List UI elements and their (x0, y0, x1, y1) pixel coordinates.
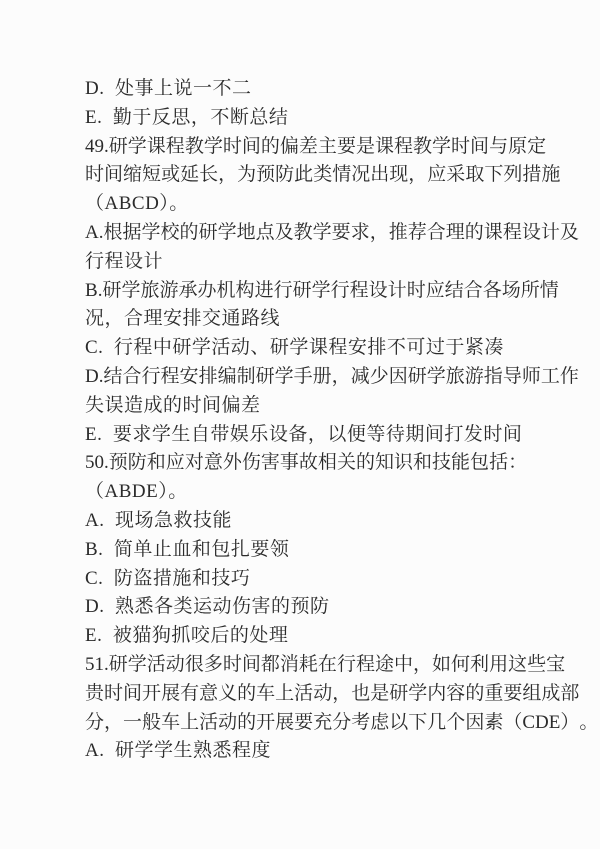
question-51-stem-line-1: 5 1 . 研 学 活 动 很 多 时 间 都 消 耗 在 行 程 途 中 ， 如 何 利 用 这 些 宝 (85, 653, 566, 675)
prev-question-option-e: E. 勤于反思，不断总结 (85, 106, 289, 128)
question-49-answer: （ABCD）。 (85, 193, 189, 215)
question-50-stem: 5 0 . 预 防 和 应 对 意 外 伤 害 事 故 相 关 的 知 识 和 技 能 包 括 ： (85, 452, 528, 474)
question-49-option-b-line-1: B . 研 学 旅 游 承 办 机 构 进 行 研 学 行 程 设 计 时 应 结 合 各 场 所 情 (85, 279, 559, 301)
question-49-option-a-line-2: 行程设计 (85, 250, 164, 272)
question-49-option-e: E. 要求学生自带娱乐设备，以便等待期间打发时间 (85, 423, 523, 445)
question-50-option-a: A. 现场急救技能 (85, 509, 232, 531)
question-51-stem-line-2: 贵 时 间 开 展 有 意 义 的 车 上 活 动 ， 也 是 研 学 内 容 的 重 要 组 成 部 (85, 682, 580, 704)
prev-question-option-d: D. 处事上说一不二 (85, 78, 252, 99)
question-49-option-d-line-1: D . 结 合 行 程 安 排 编 制 研 学 手 册 ， 减 少 因 研 学 旅 游 指 导 师 工 作 (85, 365, 579, 387)
question-49-option-d-line-2: 失误造成的时间偏差 (85, 394, 261, 416)
question-51-stem-line-3: 分 ， 一 般 车 上 活 动 的 开 展 要 充 分 考 虑 以 下 几 个 因 素 （ C D E ） 。 (85, 711, 599, 733)
question-51-option-a: A. 研学学生熟悉程度 (85, 740, 271, 762)
question-50-option-b: B. 简单止血和包扎要领 (85, 538, 290, 560)
question-49-option-b-line-2: 况，合理安排交通路线 (85, 308, 281, 330)
question-49-stem-line-2: 时 间 缩 短 或 延 长 ， 为 预 防 此 类 情 况 出 现 ， 应 采 取 下 列 措 施 (85, 164, 561, 186)
question-49-option-a-line-1: A . 根 据 学 校 的 研 学 地 点 及 教 学 要 求 ， 推 荐 合 理 的 课 程 设 计 及 (85, 221, 579, 243)
question-49-stem-line-1: 4 9 . 研 学 课 程 教 学 时 间 的 偏 差 主 要 是 课 程 教 学 时 间 与 原 定 (85, 135, 547, 157)
question-49-option-c: C. 行程中研学活动、研学课程安排不可过于紧凑 (85, 337, 504, 359)
question-50-option-d: D. 熟悉各类运动伤害的预防 (85, 596, 330, 618)
question-50-option-e: E. 被猫狗抓咬后的处理 (85, 625, 289, 647)
question-50-answer: （ABDE）。 (85, 481, 188, 503)
exam-text-block (85, 75, 599, 766)
question-50-option-c: C. 防盗措施和技巧 (85, 567, 251, 589)
